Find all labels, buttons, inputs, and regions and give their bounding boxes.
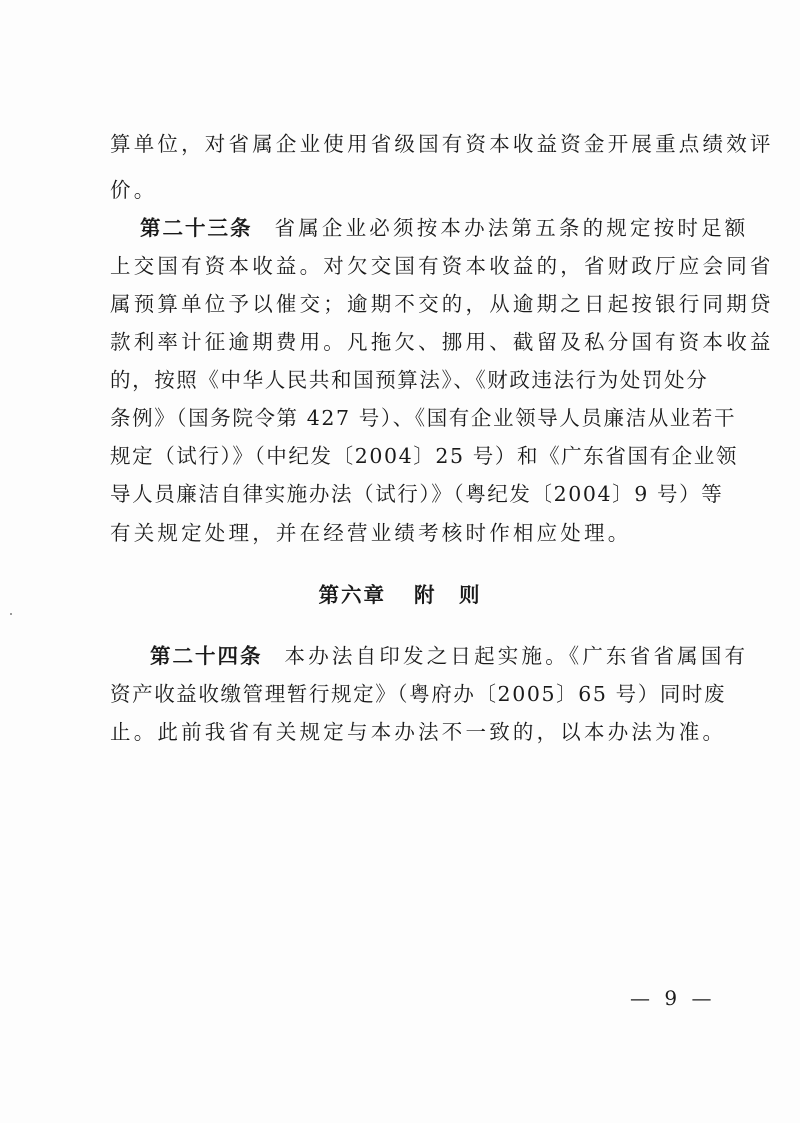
article-24-number: 第二十四条	[150, 644, 263, 668]
chapter-6-heading	[0, 578, 800, 608]
article-23-line-1: 省属企业必须按本办法第五条的规定按时足额	[274, 216, 749, 240]
article-24-first-line	[150, 643, 749, 669]
intro-line-1: 算单位，对省属企业使用省级国有资本收益资金开展重点绩效评	[110, 132, 774, 156]
chapter-6-number: 第六章	[318, 583, 386, 607]
article-23-line-6: 条例》（国务院令第 427 号）、《国有企业领导人员廉洁从业若干	[110, 406, 737, 430]
intro-line-2: 价。	[110, 178, 158, 202]
scan-speck	[10, 613, 12, 615]
article-24-line-3: 止。此前我省有关规定与本办法不一致的，以本办法为准。	[110, 720, 727, 744]
article-24-line-1: 本办法自印发之日起实施。《广东省省属国有	[284, 644, 749, 668]
page-number: — 9 —	[630, 986, 716, 1010]
article-23-first-line	[140, 215, 749, 241]
article-23-number: 第二十三条	[140, 216, 253, 240]
article-24-line-2: 资产收益收缴管理暂行规定》（粤府办〔2005〕65 号）同时废	[110, 682, 727, 706]
article-23-line-3: 属预算单位予以催交；逾期不交的，从逾期之日起按银行同期贷	[110, 292, 774, 316]
article-23-line-8: 导人员廉洁自律实施办法（试行）》（粤纪发〔2004〕9 号）等	[110, 482, 724, 506]
article-23-line-5: 的，按照《中华人民共和国预算法》、《财政违法行为处罚处分	[110, 368, 709, 392]
article-23-line-4: 款利率计征逾期费用。凡拖欠、挪用、截留及私分国有资本收益	[110, 330, 774, 354]
article-23-line-2: 上交国有资本收益。对欠交国有资本收益的，省财政厅应会同省	[110, 254, 774, 278]
article-23-line-9: 有关规定处理，并在经营业绩考核时作相应处理。	[110, 521, 632, 545]
chapter-6-title: 附 则	[414, 583, 482, 607]
article-23-line-7: 规定（试行）》（中纪发〔2004〕25 号）和《广东省国有企业领	[110, 444, 738, 468]
